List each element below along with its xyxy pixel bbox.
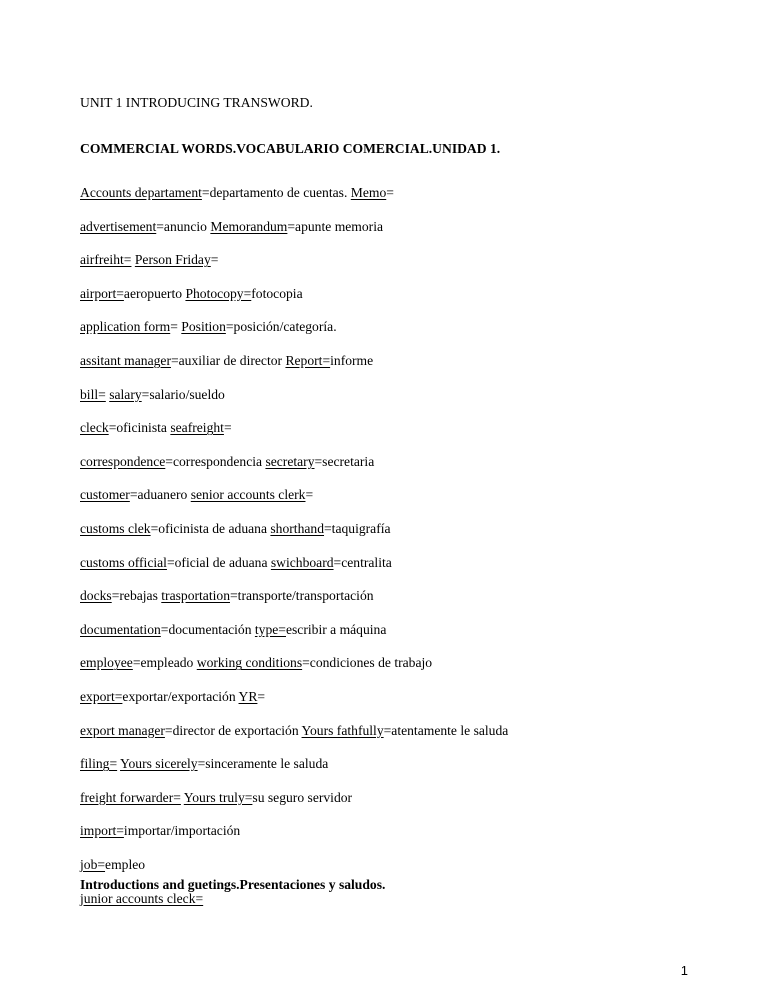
vocab-term: Accounts departament	[80, 185, 202, 200]
vocab-term: seafreight	[170, 420, 224, 436]
vocab-definition: aeropuerto	[123, 285, 186, 301]
vocab-line	[80, 420, 232, 436]
vocab-definition: =	[223, 420, 232, 436]
vocab-term: documentation	[80, 621, 161, 637]
vocab-term: filing=	[80, 756, 118, 772]
vocab-definition: =secretaria	[314, 453, 375, 469]
vocab-definition: =	[257, 689, 266, 704]
vocab-term: senior accounts clerk	[190, 487, 306, 503]
vocab-term: junior accounts cleck=	[80, 890, 204, 906]
vocab-term: customs official	[80, 554, 167, 570]
vocab-term: Photocopy=	[185, 285, 252, 301]
vocab-line	[80, 487, 313, 503]
vocab-line	[80, 454, 374, 470]
vocab-definition: fotocopia	[251, 285, 303, 301]
vocab-line	[80, 622, 386, 638]
vocab-definition: =	[170, 319, 182, 335]
vocab-line	[80, 689, 265, 705]
vocab-term: Person Friday	[134, 252, 211, 268]
vocab-term: customs clek	[80, 521, 151, 536]
vocab-definition: =salario/sueldo	[141, 386, 225, 402]
vocab-term: docks	[80, 588, 112, 604]
vocab-definition: =aduanero	[129, 487, 191, 503]
vocab-term: freight forwarder=	[80, 789, 181, 805]
vocab-line	[80, 219, 383, 235]
vocab-line	[80, 185, 394, 201]
vocab-line	[80, 857, 145, 873]
page-number: 1	[680, 963, 688, 978]
vocab-term: Position	[181, 319, 226, 335]
vocab-term: trasportation	[161, 588, 230, 604]
vocab-term: Yours truly=	[183, 789, 253, 805]
vocab-definition: =taquigrafía	[324, 521, 391, 536]
vocab-definition: =condiciones de trabajo	[302, 655, 433, 671]
vocab-line	[80, 723, 508, 739]
vocab-term: employee	[80, 655, 133, 671]
vocab-definition: =	[210, 252, 219, 268]
vocab-definition: informe	[330, 353, 374, 368]
vocab-definition: =apunte memoria	[287, 218, 384, 234]
vocab-definition: su seguro servidor	[252, 789, 353, 805]
vocab-definition: =documentación	[160, 621, 255, 637]
vocab-term: type=	[254, 621, 286, 637]
vocab-definition: =oficinista	[108, 420, 171, 436]
vocab-definition: =empleado	[132, 655, 197, 671]
vocab-definition: =	[305, 487, 314, 503]
vocab-definition: =auxiliar de director	[170, 353, 286, 368]
vocab-definition: =rebajas	[111, 588, 162, 604]
vocab-definition: =oficinista de aduana	[150, 521, 271, 536]
vocab-line	[80, 387, 225, 403]
vocab-definition: =posición/categoría.	[225, 319, 337, 335]
vocab-definition: =sinceramente le saluda	[197, 756, 329, 772]
vocab-definition: exportar/exportación	[122, 689, 239, 704]
vocab-line	[80, 823, 240, 839]
vocab-term: job=	[80, 857, 106, 872]
vocab-line	[80, 319, 337, 335]
vocab-term: swichboard	[270, 554, 334, 570]
vocab-term: export manager	[80, 722, 165, 738]
vocab-term: customer	[80, 487, 130, 503]
vocab-line	[80, 790, 352, 806]
vocab-term: salary	[109, 386, 142, 402]
vocab-definition: =director de exportación	[164, 722, 302, 738]
vocab-term: Memorandum	[210, 218, 288, 234]
vocab-definition: =correspondencia	[165, 453, 266, 469]
document-title: UNIT 1 INTRODUCING TRANSWORD.	[80, 95, 313, 110]
vocab-term: advertisement	[80, 218, 157, 234]
vocab-term: YR	[238, 689, 258, 704]
vocab-definition: =anuncio	[156, 218, 211, 234]
vocab-term: cleck	[80, 420, 109, 436]
vocab-line	[80, 353, 373, 369]
vocab-line	[80, 655, 432, 671]
vocab-definition: =centralita	[333, 554, 392, 570]
vocab-line	[80, 756, 328, 772]
vocab-line	[80, 252, 218, 268]
vocab-line	[80, 286, 303, 302]
vocab-term: secretary	[265, 453, 315, 469]
vocab-definition: importar/importación	[123, 823, 241, 839]
vocab-term: airport=	[80, 285, 124, 301]
vocab-term: assitant manager	[80, 353, 171, 368]
vocab-term: correspondence	[80, 453, 166, 469]
section-heading: COMMERCIAL WORDS.VOCABULARIO COMERCIAL.UNIDAD 1.	[80, 141, 501, 156]
vocab-line	[80, 521, 391, 537]
vocab-definition: empleo	[105, 857, 146, 872]
vocab-term: Yours sicerely	[120, 756, 198, 772]
vocab-definition: =departamento de cuentas.	[201, 185, 351, 200]
vocab-line	[80, 588, 374, 604]
vocab-term: import=	[80, 823, 124, 839]
vocab-term: shorthand	[270, 521, 325, 536]
vocab-term: Yours fathfully	[301, 722, 384, 738]
vocab-definition: =atentamente le saluda	[383, 722, 509, 738]
vocab-term: airfreiht=	[80, 252, 132, 268]
vocab-term: Report=	[285, 353, 331, 368]
vocab-definition: =	[386, 185, 394, 200]
vocab-line	[80, 555, 392, 571]
vocab-definition: =oficial de aduana	[166, 554, 271, 570]
vocab-definition: =transporte/transportación	[230, 588, 374, 604]
vocab-term: export=	[80, 689, 123, 704]
vocab-term: bill=	[80, 386, 106, 402]
vocab-term: application form	[80, 319, 171, 335]
vocab-term: working conditions	[196, 655, 303, 671]
closing-heading: Introductions and guetings.Presentaciones y saludos.	[80, 877, 386, 892]
vocab-term: Memo	[350, 185, 387, 200]
vocab-definition: escribir a máquina	[285, 621, 387, 637]
